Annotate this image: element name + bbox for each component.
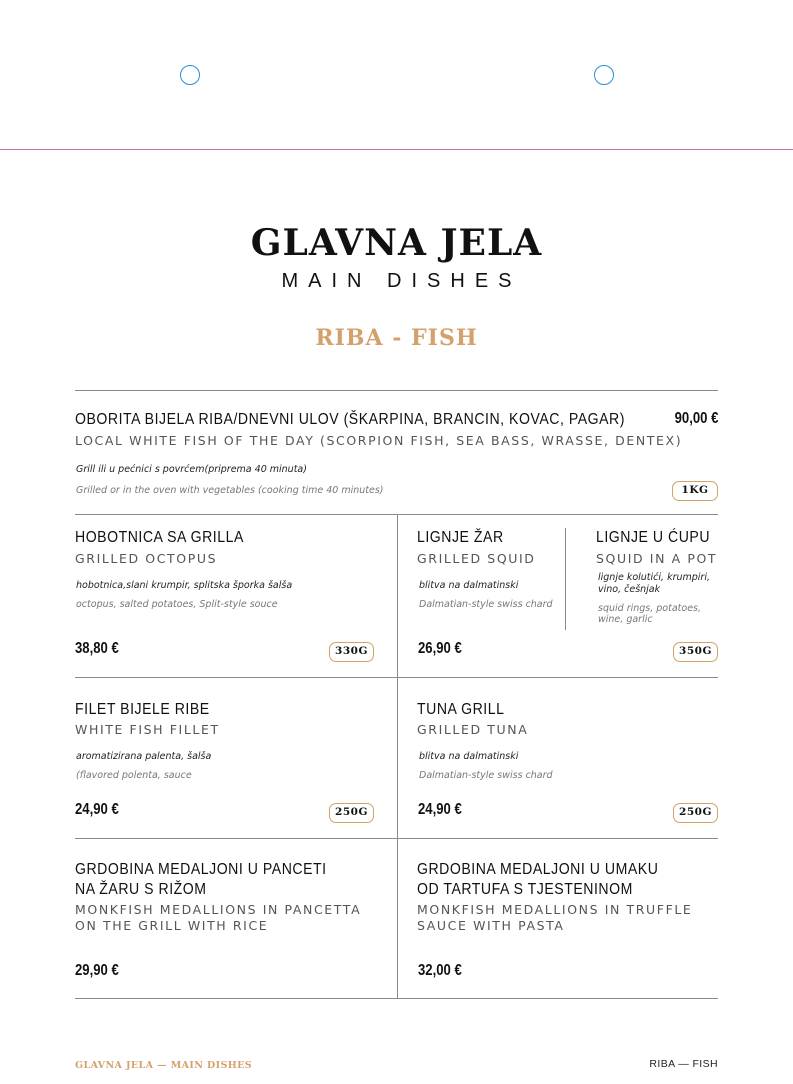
weight-badge: 1KG [672,481,718,501]
dish-description-en: wine, garlic [598,614,653,625]
page-subtitle: MAIN DISHES [281,270,522,292]
dish-price: 90,00 € [674,410,718,427]
weight-badge: 350G [673,642,718,662]
dish-name: GRDOBINA MEDALJONI U PANCETI [75,861,327,878]
dish-name: TUNA GRILL [417,701,505,718]
dish-description: aromatizirana palenta, šalša [76,751,212,762]
dish-price: 29,90 € [75,962,119,979]
dish-price: 38,80 € [75,640,119,657]
dish-name-en: GRILLED SQUID [417,551,536,566]
dish-description-en: Dalmatian-style swiss chard [419,599,553,610]
dish-name-en: GRILLED OCTOPUS [75,551,218,566]
divider-top [75,390,718,391]
dish-name: OD TARTUFA S TJESTENINOM [417,881,633,898]
dish-name: FILET BIJELE RIBE [75,701,210,718]
dish-description-en: Grilled or in the oven with vegetables (cooking time 40 minutes) [76,485,384,496]
punch-mark-left [180,65,200,85]
dish-price: 24,90 € [418,801,462,818]
dish-description-en: squid rings, potatoes, [598,603,702,614]
dish-description-en: Dalmatian-style swiss chard [419,770,553,781]
weight-badge: 330G [329,642,374,662]
dish-name: HOBOTNICA SA GRILLA [75,529,244,546]
dish-name-en: MONKFISH MEDALLIONS IN TRUFFLE [417,902,693,917]
squid-divider [565,528,566,630]
punch-mark-right [594,65,614,85]
dish-name-en: LOCAL WHITE FISH OF THE DAY (SCORPION FISH, SEA BASS, WRASSE, DENTEX) [75,433,683,448]
section-title: RIBA - FISH [315,325,478,351]
dish-description: vino, češnjak [598,584,661,595]
dish-name-en: SAUCE WITH PASTA [417,918,565,933]
weight-badge: 250G [329,803,374,823]
divider-bottom [75,998,718,999]
dish-description-en: (flavored polenta, sauce [76,770,192,781]
trim-line [0,149,793,150]
dish-price: 26,90 € [418,640,462,657]
dish-name-en: WHITE FISH FILLET [75,722,220,737]
dish-name: LIGNJE ŽAR [417,529,504,546]
dish-price: 32,00 € [418,962,462,979]
dish-name: OBORITA BIJELA RIBA/DNEVNI ULOV (ŠKARPINA, BRANCIN, KOVAC, PAGAR) [75,411,625,428]
footer-title: GLAVNA JELA — MAIN DISHES [75,1060,253,1071]
dish-description-en: octopus, salted potatoes, Split-style souce [76,599,278,610]
dish-name-en: ON THE GRILL WITH RICE [75,918,269,933]
dish-name-en: MONKFISH MEDALLIONS IN PANCETTA [75,902,362,917]
dish-price: 24,90 € [75,801,119,818]
dish-description: Grill ili u pećnici s povrćem(priprema 40 minuta) [76,464,307,475]
dish-name: GRDOBINA MEDALJONI U UMAKU [417,861,659,878]
dish-description: lignje kolutići, krumpiri, [598,572,710,583]
dish-name-en: GRILLED TUNA [417,722,529,737]
dish-description: blitva na dalmatinski [419,580,519,591]
dish-description: blitva na dalmatinski [419,751,519,762]
footer-section: RIBA — FISH [649,1058,718,1070]
page-title: GLAVNA JELA [250,222,543,264]
weight-badge: 250G [673,803,718,823]
dish-name: LIGNJE U ĆUPU [596,529,711,546]
dish-name-en: SQUID IN A POT [596,551,718,566]
dish-description: hobotnica,slani krumpir, splitska šporka šalša [76,580,293,591]
dish-name: NA ŽARU S RIŽOM [75,881,207,898]
column-divider [397,514,398,998]
